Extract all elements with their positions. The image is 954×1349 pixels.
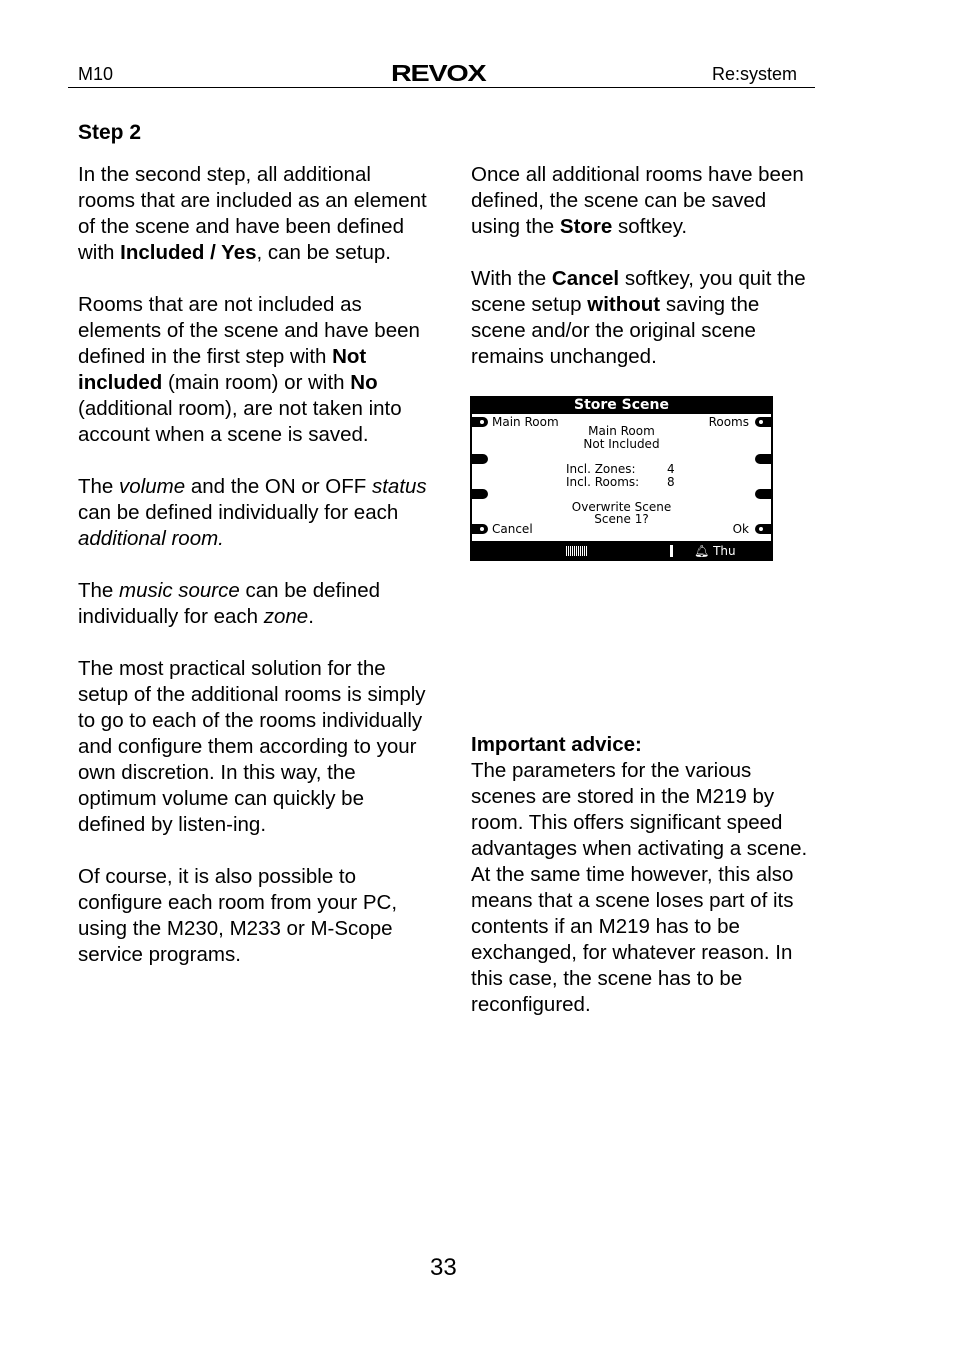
paragraph: The most practical solution for the setup of the additional rooms is simply to go to each of the rooms individually and configure them according to your own discretion. In this way, the optimum volume can quickly be defined by listen-ing. [78,657,426,836]
rooms-value: 8 [667,475,675,489]
rooms-label: Incl. Rooms: [566,475,640,489]
paragraph: Once all additional rooms have been defined, the scene can be saved using the Store softkey. [471,163,804,238]
left-column [78,162,428,994]
section-heading: Step 2 [78,121,142,144]
lcd-status-bar [470,543,773,574]
important-advice [471,732,816,1018]
paragraph: The music source can be defined individually for each zone. [78,579,380,628]
advice-body: The parameters for the various scenes are stored in the M219 by room. This offers significant speed advantages when activating a scene. At the same time however, this also means that a scene loses part of its contents if an M219 has to be exchanged, for whatever reason. In this case, the scene has to be reconfigured. [471,759,808,1016]
advice-title: Important advice: [471,733,642,756]
revox-logo: REVOX [391,60,486,86]
paragraph: In the second step, all additional rooms that are included as an element of the scene and have been defined with Included / Yes, can be setup. [78,163,427,264]
header-rule [68,87,815,88]
paragraph: The volume and the ON or OFF status can be defined individually for each additional room. [78,475,427,550]
softkey-cancel-label: Cancel [492,522,533,536]
softkey-ok-label: Ok [732,522,749,536]
zones-value: 4 [667,462,675,476]
right-column [471,162,816,396]
main-room-value: Not Included [583,437,660,451]
overwrite-line-1: Overwrite Scene [571,500,672,514]
softkey-main-room-label: Main Room [492,415,559,429]
main-room-label: Main Room [588,424,655,438]
softkey-right-2-icon [755,454,771,464]
softkey-rooms-label: Rooms [708,415,749,429]
header-model: M10 [78,64,114,84]
softkey-left-3-icon [472,489,488,499]
bell-icon: 🔔︎ [694,544,710,558]
signal-bars-icon [566,546,588,556]
page-number: 33 [430,1254,457,1281]
paragraph: Of course, it is also possible to configure each room from your PC, using the M230, M233 or M-Scope service programs. [78,865,398,966]
paragraph: Rooms that are not included as elements of the scene and have been defined in the first step with Not included (main room) or with No (additional room), are not taken into account when a scene is saved. [78,293,420,446]
lcd-content [472,414,771,541]
softkey-right-3-icon [755,489,771,499]
paragraph: With the Cancel softkey, you quit the scene setup without saving the scene and/or the original scene remains unchanged. [471,267,806,368]
overwrite-line-2: Scene 1? [594,512,649,526]
lcd-clock: 🔔︎ Thu 14:25 [694,544,736,574]
separator-icon [670,545,673,557]
zones-label: Incl. Zones: [566,462,636,476]
lcd-screen [470,396,773,574]
lcd-title: Store Scene [573,397,669,413]
header-system: Re:system [712,64,798,84]
softkey-left-2-icon [472,454,488,464]
